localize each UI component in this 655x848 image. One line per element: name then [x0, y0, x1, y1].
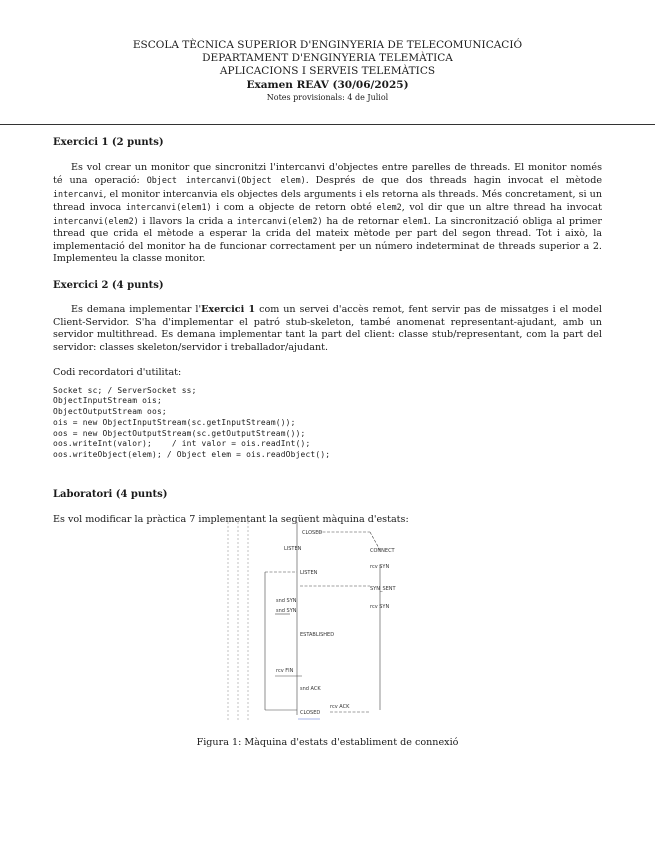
figure-caption: Figura 1: Màquina d'estats d'establiment de connexió [196, 737, 459, 748]
state-label: LISTEN [284, 546, 302, 552]
department-name: DEPARTAMENT D'ENGINYERIA TELEMÀTICA [202, 52, 453, 65]
state-label: CONNECT [370, 548, 395, 554]
code-line: oos.writeInt(valor); / int valor = ois.readInt(); [53, 439, 311, 449]
code-block [53, 386, 602, 462]
state-label: LISTEN [300, 570, 318, 576]
code-line: ObjectInputStream ois; [53, 396, 162, 406]
code-line: Socket sc; / ServerSocket ss; [53, 385, 197, 395]
exercise-2-title: Exercici 2 (4 punts) [53, 279, 164, 291]
transition-label: rcv SYN [370, 564, 390, 570]
code-line: oos = new ObjectOutputStream(sc.getOutputStream()); [53, 428, 306, 438]
document-header [0, 0, 655, 104]
exercise-2 [53, 280, 602, 462]
exam-title: Examen REAV (30/06/2025) [246, 78, 409, 91]
notes-date: Notes provisionals: 4 de Juliol [266, 92, 389, 102]
code-line: ObjectOutputStream oos; [53, 407, 167, 417]
transition-label: rcv SYN [370, 604, 390, 610]
code-intro: Codi recordatori d'utilitat: [53, 367, 182, 378]
code-line: ois = new ObjectInputStream(sc.getInputStream()); [53, 417, 296, 427]
transition-label: snd SYN [276, 608, 297, 614]
transition-label: rcv ACK [330, 704, 350, 710]
exercise-2-text: Es demana implementar l'Exercici 1 com un servei d'accès remot, fent servir pas de missatges i el model Client-Servidor. S'ha d'implementar el patró stub-skeleton, també anomenat representant-ajudant, amb un servidor multithread. Es demana implementar tant la part del client: classe stub/representant, com la part del servidor: classes skeleton/servidor i treballador/ajudant. [53, 304, 602, 353]
course-name: APLICACIONS I SERVEIS TELEMÀTICS [219, 65, 436, 78]
school-name: ESCOLA TÈCNICA SUPERIOR D'ENGINYERIA DE TELECOMUNICACIÓ [132, 39, 523, 51]
state-label: CLOSED [302, 530, 323, 536]
header-divider [0, 124, 655, 125]
state-machine-figure [220, 520, 440, 725]
exam-body [53, 137, 602, 536]
lab-text: Es vol modificar la pràctica 7 implementant la següent màquina d'estats: [53, 513, 409, 525]
transition-label: rcv FIN [276, 668, 294, 674]
lab-title: Laboratori (4 punts) [53, 489, 168, 501]
state-label: ESTABLISHED [300, 632, 335, 638]
exercise-1-title: Exercici 1 (2 punts) [53, 137, 164, 148]
state-label: CLOSED [300, 710, 321, 716]
state-label: SYN_SENT [370, 586, 396, 592]
transition-label: snd SYN [276, 598, 297, 604]
exercise-1 [53, 137, 602, 266]
code-line: oos.writeObject(elem); / Object elem = ois.readObject(); [53, 450, 331, 460]
transition-label: snd ACK [300, 686, 321, 692]
exercise-1-text: Es vol crear un monitor que sincronitzi l'intercanvi d'objectes entre parelles de threads. El monitor només té una operació: Object intercanvi(Object elem). Després de que dos threads hagin invocat el mètode intercanvi, el monitor intercanvia els objectes dels arguments i els retorna als threads. Més concretament, si un thread invoca intercanvi(elem1) i com a objecte de retorn obté elem2, vol dir que un altre thread ha invocat intercanvi(elem2) i llavors la crida a intercanvi(elem2) ha de retornar elem1. La sincronització obliga al primer thread que crida el mètode a esperar la crida del mateix mètode per part del segon thread. Tot i això, la implementació del monitor ha de funcionar correctament per un número indeterminat de threads superior a 2. Implementeu la classe monitor. [53, 161, 603, 264]
